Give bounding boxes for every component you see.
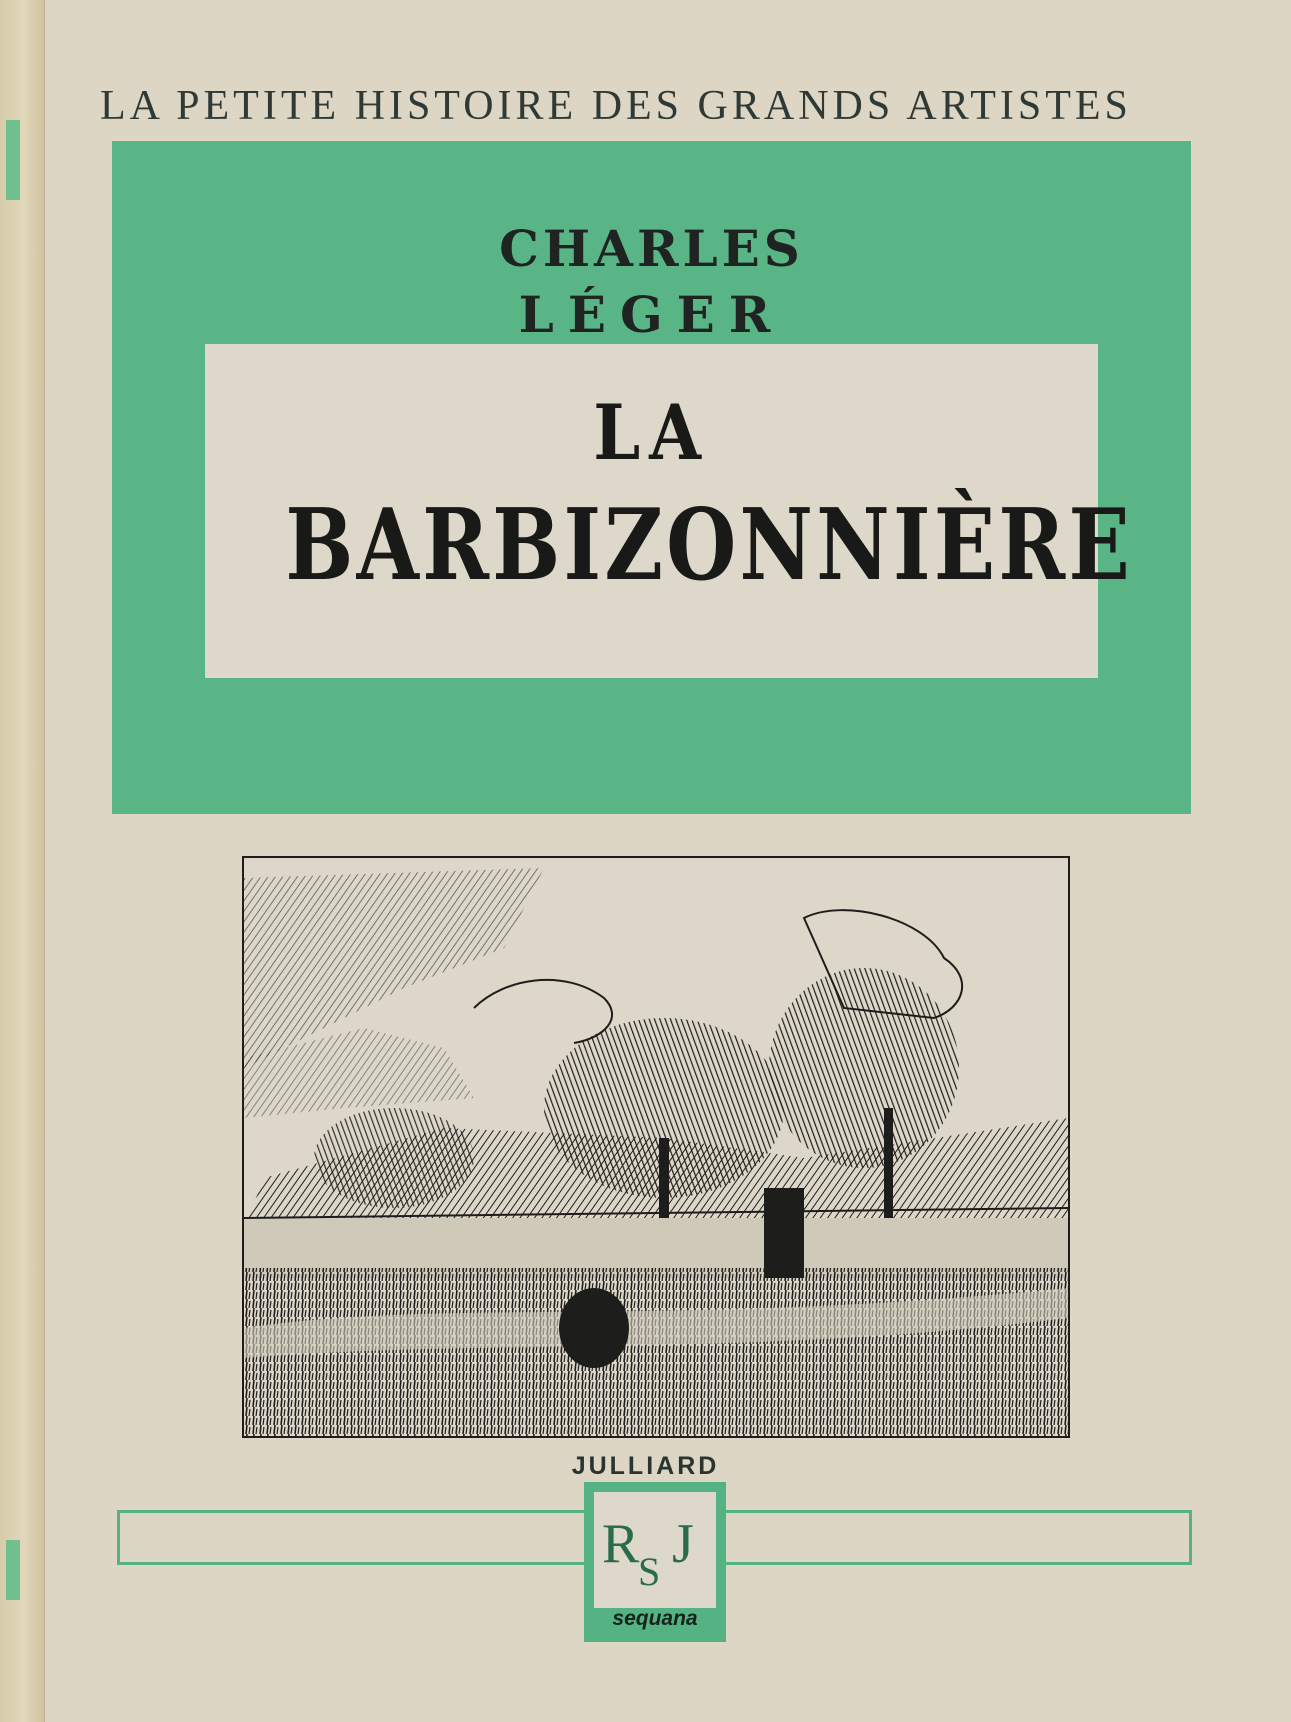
book-title-line-2: BARBIZONNIÈRE bbox=[285, 488, 1134, 603]
book-title-line-1: LA bbox=[593, 388, 710, 477]
engraving-drawing bbox=[244, 858, 1068, 1436]
publisher-name: JULLIARD bbox=[571, 1452, 720, 1480]
spine-green-band-bottom bbox=[6, 1540, 20, 1600]
title-panel bbox=[112, 141, 1191, 814]
imprint-name: sequana bbox=[612, 1607, 698, 1630]
book-icon bbox=[594, 1492, 716, 1608]
author-last-name: LÉGER bbox=[518, 285, 785, 344]
publisher-logo bbox=[584, 1482, 726, 1642]
series-title: LA PETITE HISTOIRE DES GRANDS ARTISTES bbox=[100, 83, 1132, 129]
landscape-engraving-icon bbox=[242, 856, 1070, 1438]
logo-letter-s: S bbox=[638, 1549, 661, 1594]
logo-letter-r: R bbox=[602, 1513, 640, 1575]
author-first-name: CHARLES bbox=[499, 219, 804, 278]
title-box bbox=[205, 344, 1134, 678]
spine-green-band bbox=[6, 120, 20, 200]
logo-letter-j: J bbox=[672, 1513, 694, 1575]
